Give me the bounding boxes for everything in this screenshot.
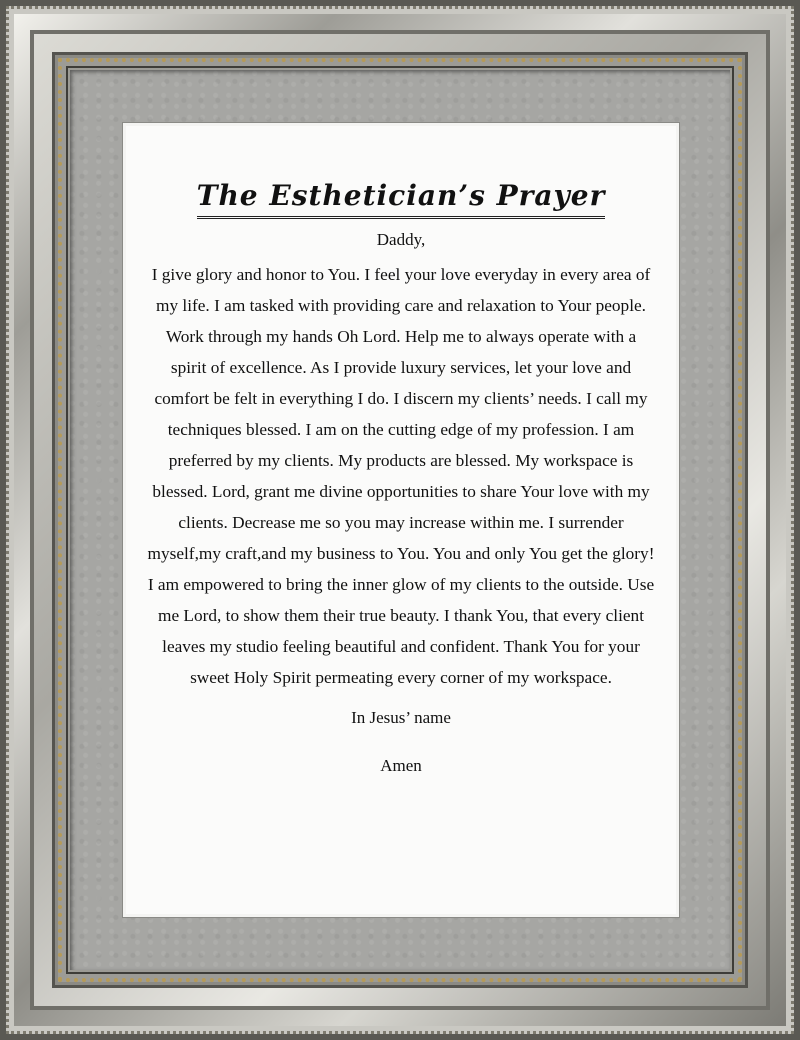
prayer-document bbox=[126, 126, 676, 914]
prayer-body: I give glory and honor to You. I feel your love everyday in every area of my life. I am tasked with providing care and relaxation to Your people. Work through my hands Oh Lord. Help me to always operate with a spirit of excellence. As I provide luxury services, let your love and comfort be felt in everything I do. I discern my clients’ needs. I call my techniques blessed. I am on the cutting edge of my profession. I am preferred by my clients. My products are blessed. My workspace is blessed. Lord, grant me divine opportunities to share Your love with my clients. Decrease me so you may increase within me. I surrender myself,my craft,and my business to You. You and only You get the glory! I am empowered to bring the inner glow of my clients to the outside. Use me Lord, to show them their true beauty. I thank You, that every client leaves my studio feeling beautiful and confident. Thank You for your sweet Holy Spirit permeating every corner of my workspace. bbox=[147, 265, 655, 687]
closing-line: In Jesus’ name bbox=[351, 708, 451, 727]
salutation: Daddy, bbox=[376, 230, 426, 249]
amen-line: Amen bbox=[380, 756, 422, 775]
document-title: The Esthetician’s Prayer bbox=[197, 178, 606, 219]
